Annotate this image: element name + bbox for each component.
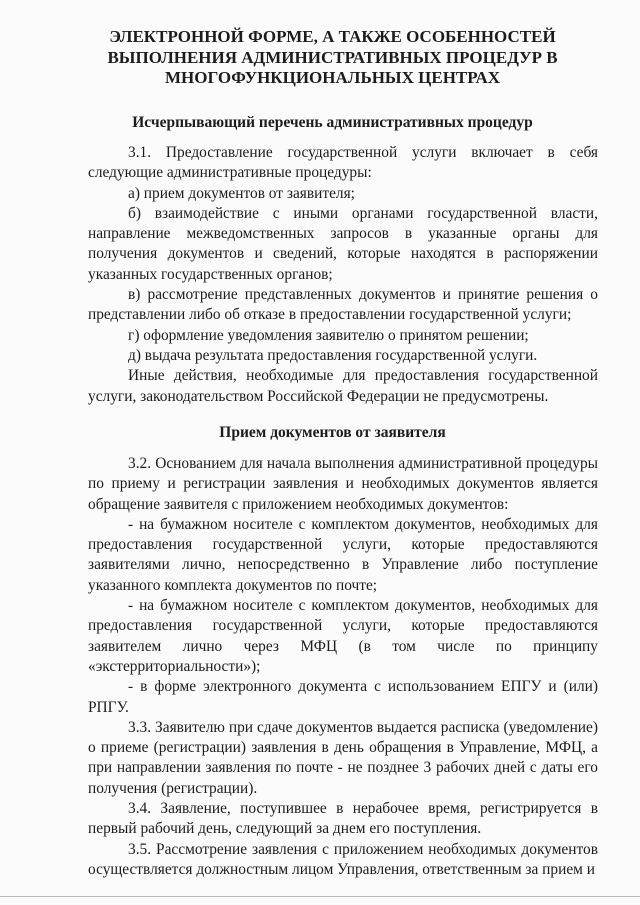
document-title	[60, 27, 605, 89]
section-body-document-intake	[88, 454, 598, 880]
paragraph: Иные действия, необходимые для предоставления государственной услуги, законодательством Российской Федерации не предусмотрены.	[88, 367, 598, 405]
title-line: ЭЛЕКТРОННОЙ ФОРМЕ, А ТАКЖЕ ОСОБЕННОСТЕЙ	[109, 27, 556, 46]
paragraph: в) рассмотрение представленных документов и принятие решения о представлении либо об отказе в предоставлении государственной услуги;	[88, 286, 598, 324]
title-line: МНОГОФУНКЦИОНАЛЬНЫХ ЦЕНТРАХ	[164, 68, 501, 87]
paragraph: 3.3. Заявителю при сдаче документов выдается расписка (уведомление) о приеме (регистрации) заявления в день обращения в Управление, МФЦ, а при направлении заявления по почте - не позднее 3 рабочих дней с даты его получения (регистрации).	[88, 718, 598, 797]
paragraph: 3.4. Заявление, поступившее в нерабочее время, регистрируется в первый рабочий день, следующий за днем его поступления.	[88, 800, 598, 838]
paragraph: - на бумажном носителе с комплектом документов, необходимых для предоставления государственной услуги, которые предоставляются заявителями лично, непосредственно в Управление либо поступление указанного комплекта документов по почте;	[88, 515, 598, 594]
section-body-procedures	[88, 143, 598, 407]
paragraph: г) оформление уведомления заявителю о принятом решении;	[128, 326, 529, 344]
paragraph: а) прием документов от заявителя;	[128, 184, 355, 202]
paragraph: - в форме электронного документа с использованием ЕПГУ и (или) РПГУ.	[88, 678, 598, 716]
paragraph: - на бумажном носителе с комплектом документов, необходимых для предоставления государственной услуги, которые предоставляются заявителем лично через МФЦ (в том числе по принципу «экстерриториальности»);	[88, 597, 598, 675]
section-heading-procedures: Исчерпывающий перечень административных процедур	[132, 114, 533, 131]
paragraph: 3.2. Основанием для начала выполнения административной процедуры по приему и регистрации заявления и необходимых документов является обращение заявителя с приложением необходимых документов:	[88, 455, 598, 513]
paragraph: 3.5. Рассмотрение заявления с приложением необходимых документов осуществляется должностным лицом Управления, ответственным за прием и	[88, 840, 598, 878]
page-bottom-edge	[0, 896, 640, 897]
title-line: ВЫПОЛНЕНИЯ АДМИНИСТРАТИВНЫХ ПРОЦЕДУР В	[107, 47, 558, 67]
paragraph: д) выдача результата предоставления государственной услуги.	[128, 346, 538, 364]
paragraph: 3.1. Предоставление государственной услуги включает в себя следующие административные процедуры:	[88, 144, 598, 182]
section-heading-document-intake: Прием документов от заявителя	[219, 424, 446, 441]
paragraph: б) взаимодействие с иными органами государственной власти, направление межведомственных запросов в указанные органы для получения документов и сведений, которые находятся в распоряжении указанных государственных органов;	[88, 204, 598, 283]
